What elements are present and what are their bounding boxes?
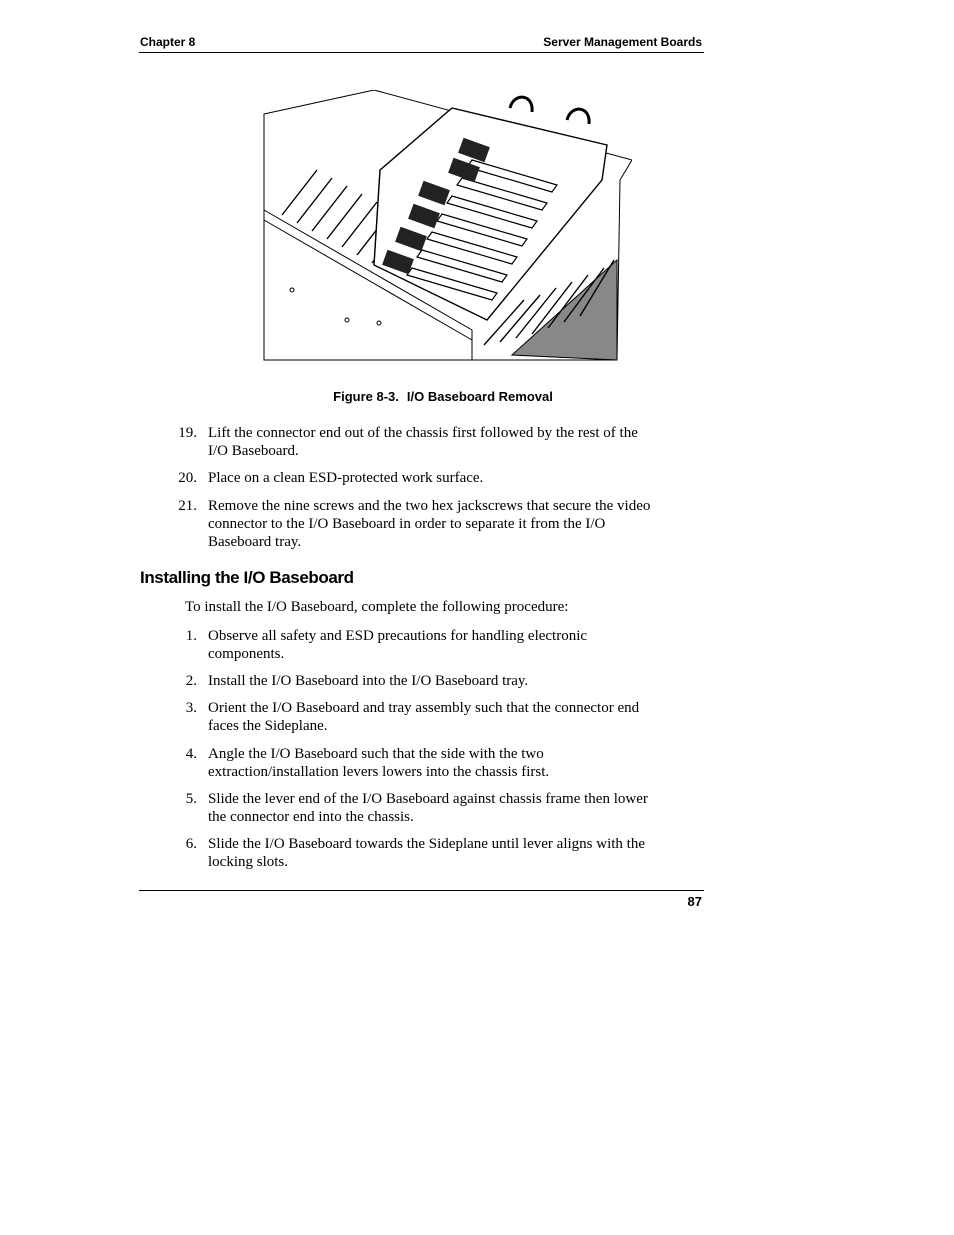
step-text bbox=[208, 469, 678, 487]
step-line: locking slots. bbox=[208, 854, 289, 870]
step-line: Install the I/O Baseboard into the I/O Baseboard tray. bbox=[208, 673, 529, 689]
step-number: 21. bbox=[178, 498, 197, 514]
step-number: 2. bbox=[185, 673, 197, 689]
step-number: 4. bbox=[185, 746, 197, 762]
step-text bbox=[208, 699, 678, 735]
step-line: Place on a clean ESD-protected work surface. bbox=[208, 470, 484, 486]
page-footer bbox=[139, 890, 704, 909]
step-line: Slide the I/O Baseboard towards the Sideplane until lever aligns with the bbox=[208, 836, 645, 852]
section-label: Server Management Boards bbox=[543, 35, 702, 49]
step-line: I/O Baseboard. bbox=[208, 443, 299, 459]
step-number: 1. bbox=[185, 628, 197, 644]
step-line: Remove the nine screws and the two hex jackscrews that secure the video bbox=[208, 498, 651, 514]
figure-number: Figure 8-3. bbox=[333, 389, 399, 404]
step-text bbox=[208, 790, 678, 826]
figure-caption bbox=[0, 389, 886, 404]
step-text bbox=[208, 745, 678, 781]
io-baseboard-removal-illustration bbox=[262, 90, 632, 365]
page-number: 87 bbox=[687, 894, 702, 909]
step-number: 19. bbox=[178, 425, 197, 441]
step-text bbox=[208, 497, 678, 551]
step-line: faces the Sideplane. bbox=[208, 718, 328, 734]
step-line: Orient the I/O Baseboard and tray assembly such that the connector end bbox=[208, 700, 640, 716]
step-number: 3. bbox=[185, 700, 197, 716]
step-text bbox=[208, 672, 678, 690]
step-number: 6. bbox=[185, 836, 197, 852]
step-line: Slide the lever end of the I/O Baseboard against chassis frame then lower bbox=[208, 791, 648, 807]
page-header bbox=[139, 33, 704, 53]
step-text bbox=[208, 424, 678, 460]
step-number: 5. bbox=[185, 791, 197, 807]
step-line: Observe all safety and ESD precautions for handling electronic bbox=[208, 628, 588, 644]
step-line: the connector end into the chassis. bbox=[208, 809, 414, 825]
figure-title: I/O Baseboard Removal bbox=[406, 389, 553, 404]
section-heading: Installing the I/O Baseboard bbox=[140, 568, 354, 587]
step-line: connector to the I/O Baseboard in order to separate it from the I/O bbox=[208, 516, 606, 532]
step-line: extraction/installation levers lowers into the chassis first. bbox=[208, 764, 550, 780]
step-line: components. bbox=[208, 646, 285, 662]
chapter-label: Chapter 8 bbox=[140, 35, 196, 49]
step-line: Baseboard tray. bbox=[208, 534, 302, 550]
intro-paragraph: To install the I/O Baseboard, complete the following procedure: bbox=[185, 599, 569, 615]
step-line: Lift the connector end out of the chassis first followed by the rest of the bbox=[208, 425, 638, 441]
step-number: 20. bbox=[178, 470, 197, 486]
step-text bbox=[208, 627, 678, 663]
step-text bbox=[208, 835, 678, 871]
step-line: Angle the I/O Baseboard such that the side with the two bbox=[208, 746, 544, 762]
